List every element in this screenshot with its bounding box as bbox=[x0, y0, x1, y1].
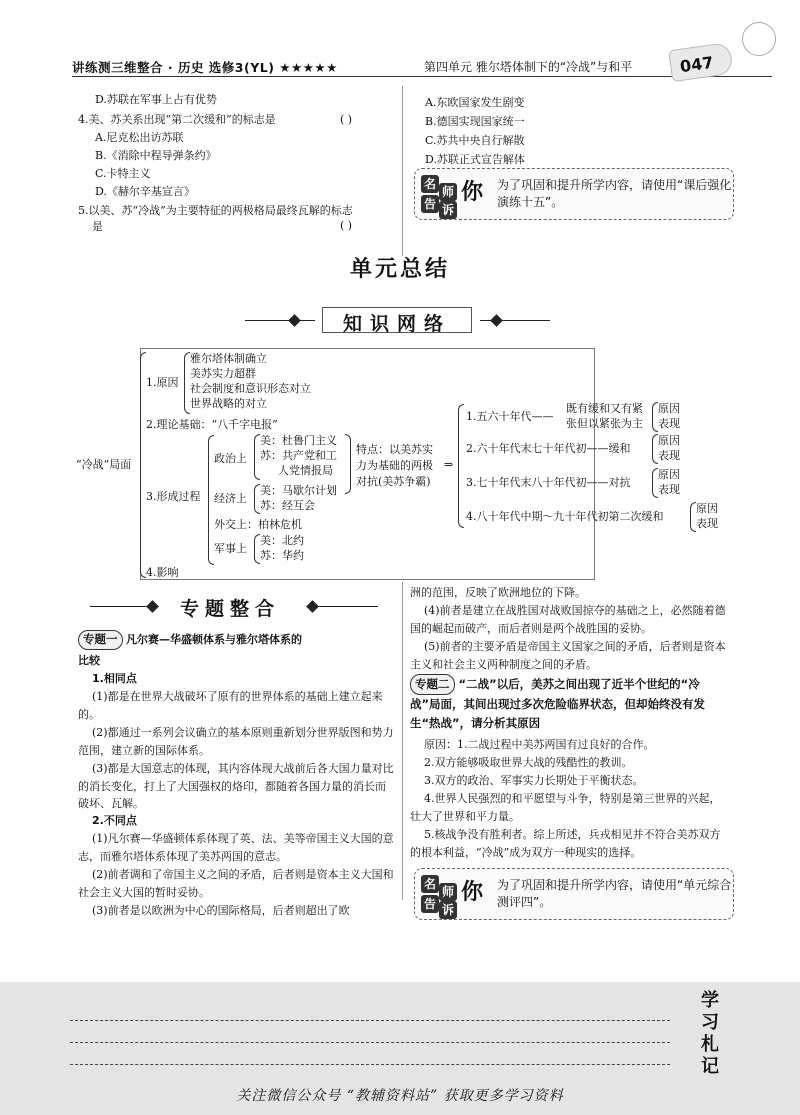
topic2-question-text: “二战”以后，美苏之间出现了近半个世纪的“冷战”局面，其间出现过多次危险临界状态，但却始终没有发生“热战”，请分析其原因 bbox=[410, 677, 706, 730]
paragraph: (1)凡尔赛—华盛顿体系体现了英、法、美等帝国主义大国的意志，而雅尔塔体系体现了美苏两国的意志。 bbox=[78, 832, 394, 863]
header-rule bbox=[72, 76, 772, 77]
header-series-title: 讲练测三维整合 · 历史 选修3(YL) ★★★★★ bbox=[72, 60, 338, 75]
mindmap-feature: 力为基础的两极 bbox=[356, 459, 433, 472]
mindmap-root: “冷战”局面 bbox=[76, 458, 132, 471]
stage-item: 表现 bbox=[658, 483, 680, 496]
option-text: A.尼克松出访苏联 bbox=[95, 131, 184, 144]
tip-ni: 你 bbox=[461, 880, 484, 905]
paragraph: (5)前者的主要矛盾是帝国主义国家之间的矛盾，后者则是资本主义和社会主义两种制度之间的矛盾。 bbox=[410, 640, 726, 671]
footer-notice: 关注微信公众号 “教辅资料站” 获取更多学习资料 bbox=[236, 1088, 564, 1104]
brace bbox=[345, 434, 351, 494]
badge-char: 告 bbox=[421, 895, 439, 913]
decorative-star-icon bbox=[742, 22, 776, 56]
brace bbox=[458, 404, 464, 528]
label-char: 札 bbox=[701, 1034, 719, 1055]
stage-label: 2.六十年代末七十年代初——缓和 bbox=[466, 442, 631, 455]
banner-diamond bbox=[306, 600, 319, 613]
answer-paren: ( ) bbox=[340, 113, 353, 126]
mindmap-node: 经济上 bbox=[214, 492, 247, 505]
option-text: D.《赫尔辛基宣言》 bbox=[95, 185, 195, 198]
mindmap-node: 3.形成过程 bbox=[146, 490, 201, 503]
paragraph: (2)前者调和了帝国主义之间的矛盾，后者则是资本主义大国和社会主义大国的暂时妥协。 bbox=[78, 868, 394, 899]
answer-line: 4.世界人民强烈的和平愿望与斗争，特别是第三世界的兴起，壮大了世界和平力量。 bbox=[410, 792, 721, 823]
question-text: 4.美、苏关系出现“第二次缓和”的标志是 bbox=[78, 113, 276, 126]
topic1-title: 凡尔赛—华盛顿体系与雅尔塔体系的 bbox=[126, 633, 302, 646]
stage-item: 原因 bbox=[658, 468, 680, 481]
stage-sub: 既有缓和又有紧 bbox=[566, 402, 643, 415]
mindmap-node: 政治上 bbox=[214, 452, 247, 465]
stage-item: 表现 bbox=[696, 517, 718, 530]
section-heading: 1.相同点 bbox=[92, 672, 137, 685]
label-char: 记 bbox=[701, 1056, 719, 1077]
badge-char: 告 bbox=[421, 195, 439, 213]
banner-rule bbox=[90, 606, 150, 607]
answer-paren: ( ) bbox=[340, 219, 353, 232]
badge-char: 师 bbox=[439, 183, 457, 201]
stage-item: 表现 bbox=[658, 417, 680, 430]
paragraph: (3)前者是以欧洲为中心的国际格局，后者则超出了欧 bbox=[92, 904, 350, 917]
banner-rule bbox=[318, 606, 378, 607]
option-text: C.苏共中央自行解散 bbox=[425, 134, 525, 147]
badge-char: 诉 bbox=[439, 201, 457, 219]
mindmap-node: 1.原因 bbox=[146, 376, 179, 389]
header-unit-title: 第四单元 雅尔塔体制下的“冷战”与和平 bbox=[424, 60, 633, 74]
question-text: 是 bbox=[92, 220, 103, 233]
mindmap-leaf: 苏：华约 bbox=[260, 549, 304, 562]
mindmap-node: 外交上：柏林危机 bbox=[214, 518, 302, 531]
mindmap-leaf: 美苏实力超群 bbox=[190, 367, 256, 380]
paragraph: 洲的范围，反映了欧洲地位的下降。 bbox=[410, 586, 586, 599]
option-text: C.卡特主义 bbox=[95, 167, 151, 180]
column-divider bbox=[402, 582, 403, 900]
unit-summary-title: 单元总结 bbox=[349, 257, 450, 282]
section-heading: 2.不同点 bbox=[92, 814, 137, 827]
topic1-heading bbox=[78, 630, 394, 650]
topic2-tag: 专题二 bbox=[410, 674, 455, 695]
option-text: D.苏联正式宣告解体 bbox=[425, 153, 525, 166]
study-notes-label bbox=[690, 990, 730, 1078]
badge-char: 名 bbox=[421, 875, 439, 893]
mindmap-leaf: 苏：共产党和工 bbox=[260, 449, 337, 462]
stage-item: 表现 bbox=[658, 449, 680, 462]
page-number: 047 bbox=[678, 52, 715, 77]
topic1-tag: 专题一 bbox=[78, 630, 123, 650]
teacher-badge-icon bbox=[421, 175, 461, 215]
note-line bbox=[70, 1042, 670, 1043]
option-text: D.苏联在军事上占有优势 bbox=[95, 93, 217, 106]
option-text: B.《消除中程导弹条约》 bbox=[95, 149, 217, 162]
mindmap-leaf: 世界战略的对立 bbox=[190, 397, 267, 410]
paragraph: (4)前者是建立在战胜国对战败国掠夺的基础之上，必然随着德国的崛起而破产，而后者则是两个战胜国的妥协。 bbox=[410, 604, 726, 635]
stage-item: 原因 bbox=[658, 434, 680, 447]
topic2-question bbox=[410, 674, 730, 733]
tip-ni: 你 bbox=[461, 180, 484, 205]
label-char: 学 bbox=[701, 990, 719, 1011]
label-char: 习 bbox=[701, 1012, 719, 1033]
teacher-tip-box bbox=[414, 868, 734, 920]
stage-label: 1.五六十年代—— bbox=[466, 410, 554, 423]
paragraph: (2)都通过一系列会议确立的基本原则重新划分世界版图和势力范围，建立新的国际体系。 bbox=[78, 726, 394, 757]
paragraph: (1)都是在世界大战破坏了原有的世界体系的基础上建立起来的。 bbox=[78, 690, 383, 721]
topic1-title-cont: 比较 bbox=[78, 654, 100, 667]
topic-integration-heading: 专题整合 bbox=[179, 598, 280, 620]
tip-text: 为了巩固和提升所学内容，请使用“课后强化演练十五”。 bbox=[497, 178, 732, 209]
badge-char: 名 bbox=[421, 175, 439, 193]
mindmap-feature: 对抗(美苏争霸) bbox=[356, 475, 431, 488]
teacher-tip-box bbox=[414, 168, 734, 220]
mindmap-leaf: 雅尔塔体制确立 bbox=[190, 352, 267, 365]
banner-diamond bbox=[146, 600, 159, 613]
answer-line: 3.双方的政治、军事实力长期处于平衡状态。 bbox=[424, 774, 644, 787]
column-divider bbox=[402, 86, 403, 256]
note-line bbox=[70, 1020, 670, 1021]
stage-item: 原因 bbox=[658, 402, 680, 415]
banner-rule bbox=[245, 320, 315, 321]
mindmap-leaf: 美：马歇尔计划 bbox=[260, 484, 337, 497]
mindmap-node: 4.影响 bbox=[146, 566, 179, 579]
answer-line: 5.核战争没有胜利者。综上所述，兵戎相见并不符合美苏双方的根本利益，“冷战”成为双方一种现实的选择。 bbox=[410, 828, 721, 859]
mindmap-leaf: 美：北约 bbox=[260, 534, 304, 547]
note-line bbox=[70, 1064, 670, 1065]
mindmap-leaf: 人党情报局 bbox=[278, 464, 333, 477]
banner-diamond bbox=[288, 314, 301, 327]
banner-rule bbox=[480, 320, 550, 321]
badge-char: 诉 bbox=[439, 901, 457, 919]
option-text: B.德国实现国家统一 bbox=[425, 115, 525, 128]
mindmap-node: 2.理论基础：“八千字电报” bbox=[146, 418, 278, 431]
mindmap-node: 军事上 bbox=[214, 542, 247, 555]
arrow-icon: ⇒ bbox=[444, 458, 454, 471]
paragraph: (3)都是大国意志的体现，其内容体现大战前后各大国力量对比的消长变化，打上了大国强权的烙印，都随着各国力量的消长而破坏、瓦解。 bbox=[78, 762, 394, 810]
option-text: A.东欧国家发生剧变 bbox=[425, 96, 525, 109]
mindmap-leaf: 美：杜鲁门主义 bbox=[260, 434, 337, 447]
mindmap-leaf: 社会制度和意识形态对立 bbox=[190, 382, 311, 395]
knowledge-network-heading: 知识网络 bbox=[342, 313, 451, 335]
stage-label: 4.八十年代中期～九十年代初第二次缓和 bbox=[466, 510, 664, 523]
badge-char: 师 bbox=[439, 883, 457, 901]
answer-line: 2.双方能够吸取世界大战的残酷性的教训。 bbox=[424, 756, 633, 769]
mindmap-leaf: 苏：经互会 bbox=[260, 499, 315, 512]
stage-sub: 张但以紧张为主 bbox=[566, 417, 643, 430]
tip-text: 为了巩固和提升所学内容，请使用“单元综合测评四”。 bbox=[497, 878, 732, 909]
stage-item: 原因 bbox=[696, 502, 718, 515]
mindmap-feature: 特点：以美苏实 bbox=[356, 443, 433, 456]
stage-label: 3.七十年代末八十年代初——对抗 bbox=[466, 476, 631, 489]
answer-line: 原因：1.二战过程中美苏两国有过良好的合作。 bbox=[424, 738, 655, 751]
teacher-badge-icon bbox=[421, 875, 461, 915]
question-text: 5.以美、苏“冷战”为主要特征的两极格局最终瓦解的标志 bbox=[78, 204, 353, 217]
